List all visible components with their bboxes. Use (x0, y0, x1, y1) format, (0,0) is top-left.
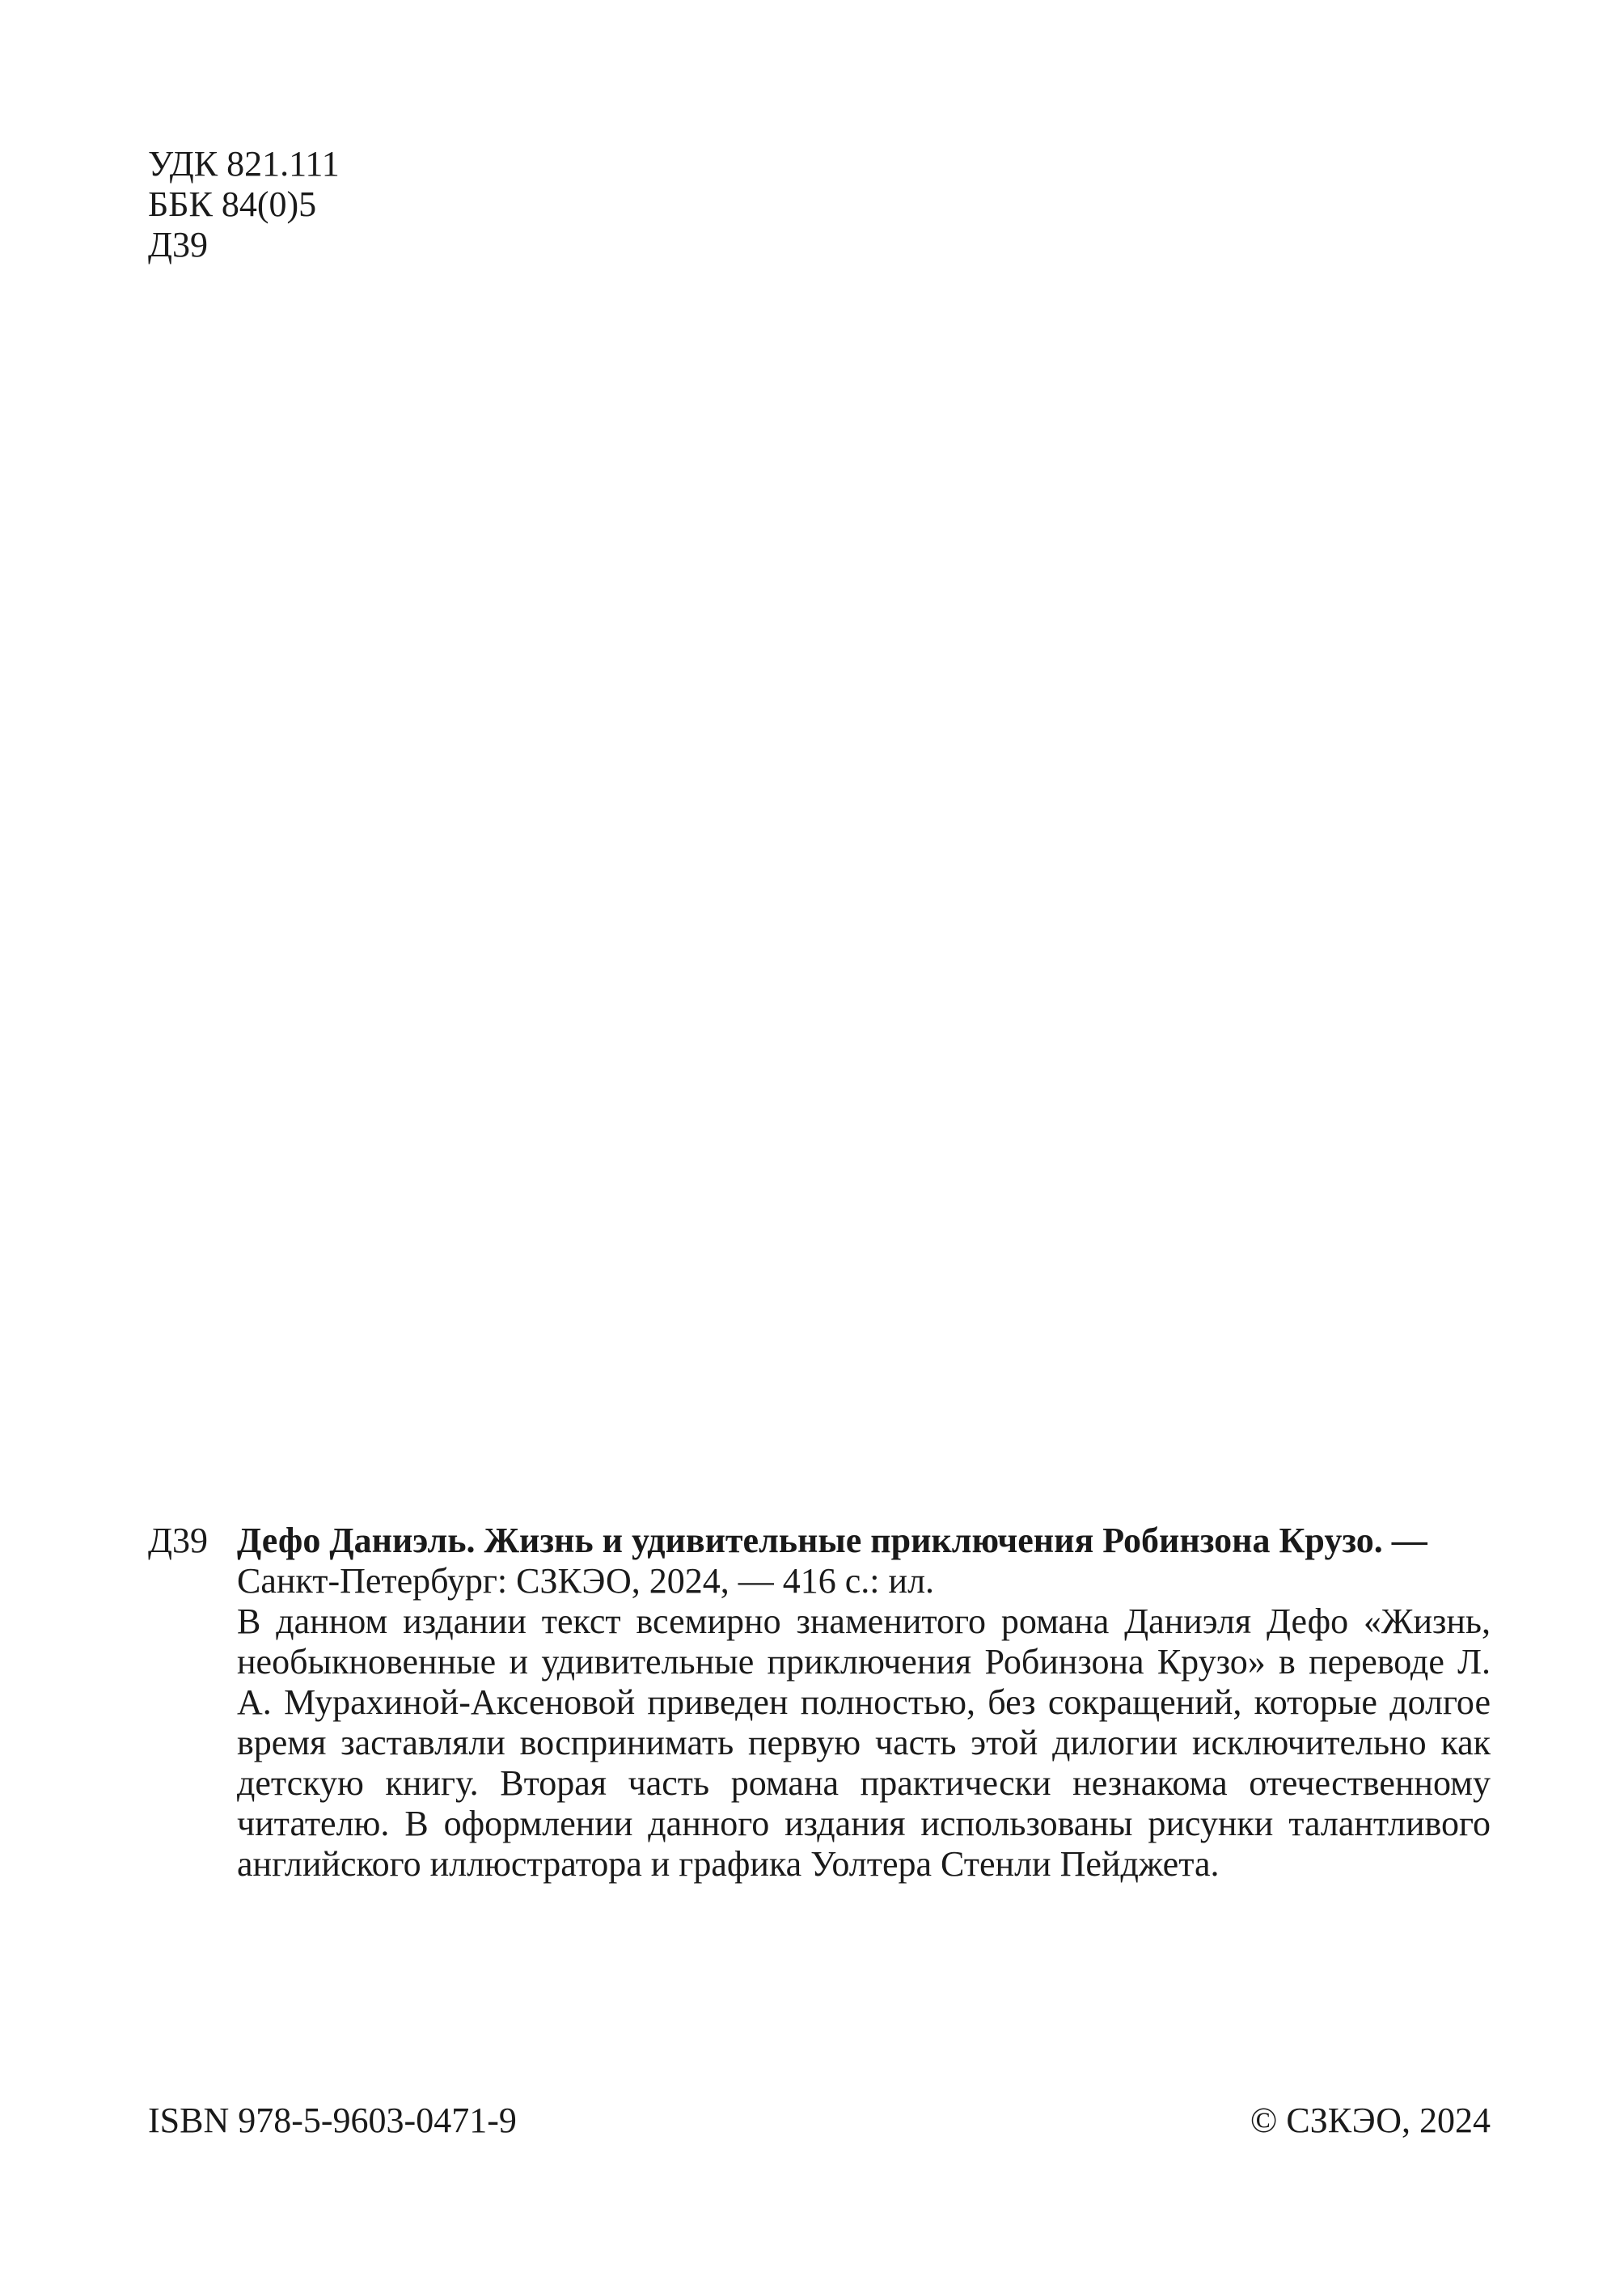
bbk-code: ББК 84(0)5 (148, 184, 317, 224)
entry-title: Дефо Даниэль. Жизнь и удивительные приключения Робинзона Крузо. — (237, 1521, 1427, 1560)
udk-code: УДК 821.111 (148, 144, 340, 184)
copyright-notice: © СЗКЭО, 2024 (1250, 2101, 1491, 2140)
entry-author-mark: Д39 (148, 1521, 209, 1560)
author-mark: Д39 (148, 225, 209, 264)
entry-annotation: В данном издании текст всемирно знаменитого романа Даниэля Дефо «Жизнь, необыкновенные и удивительные приключения Робинзона Крузо» в переводе Л. А. Мурахиной-Аксеновой приведен полностью, без сокращений, которые долгое время заставляли воспринимать первую часть этой дилогии исключительно как детскую книгу. Вторая часть романа практически незнакома отечественному читателю. В оформлении данного издания использованы рисунки талантливого английского иллюстратора и графика Уолтера Стенли Пейджета. (237, 1601, 1491, 1884)
isbn: ISBN 978-5-9603-0471-9 (148, 2101, 517, 2140)
classification-block (148, 144, 340, 265)
bibliographic-entry (148, 1521, 1491, 1885)
entry-imprint: Санкт-Петербург: СЗКЭО, 2024, — 416 с.: ил. (237, 1561, 935, 1601)
entry-body (237, 1521, 1491, 1885)
